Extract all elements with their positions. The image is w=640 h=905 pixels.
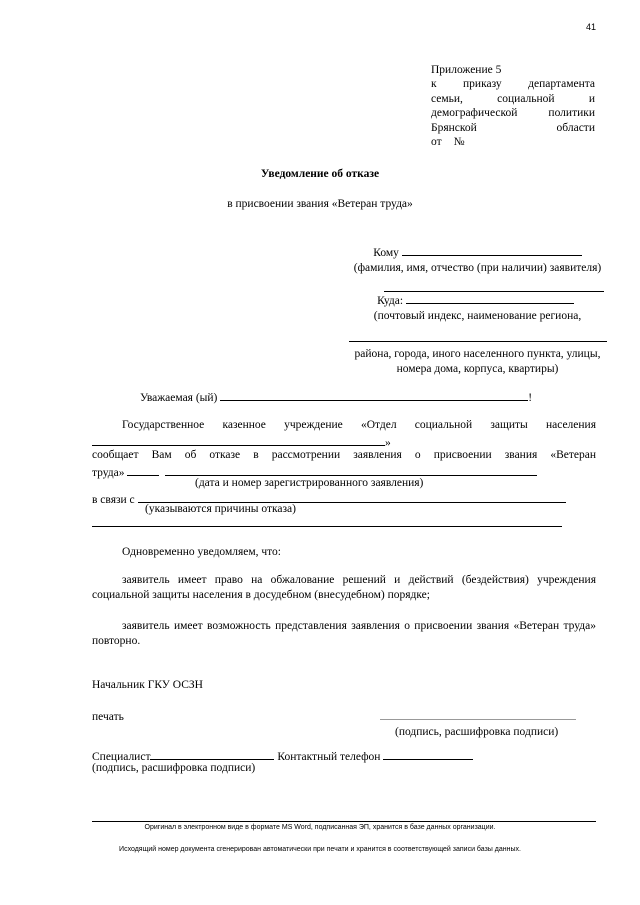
text-fragment: труда» (92, 467, 125, 479)
text-word: социальной (414, 419, 473, 431)
paragraph-1-line-1 (92, 419, 596, 433)
paragraph-2-line-1: сообщает Вам об отказе в рассмотрении заявления о присвоении звания «Ветеран (92, 449, 596, 461)
recipient-block (345, 244, 610, 377)
to-extra-field[interactable] (384, 280, 604, 292)
appendix-word: и (588, 92, 595, 105)
text-word: защиты (490, 419, 528, 431)
text-word: Государственное (122, 419, 205, 431)
document-subtitle: в присвоении звания «Ветеран труда» (227, 198, 413, 210)
appendix-line (431, 121, 595, 135)
document-title: Уведомление об отказе (260, 168, 380, 180)
text-word: казенное (222, 419, 266, 431)
appendix-title: Приложение 5 (431, 64, 502, 76)
application-hint: (дата и номер зарегистрированного заявления) (195, 477, 424, 489)
appendix-word: семьи, (431, 92, 463, 105)
specialist-label: Специалист (92, 751, 151, 763)
right-2-text: заявитель имеет возможность представления заявления о присвоении звания «Ветеран труда» повторно. (92, 620, 596, 647)
greeting-label: Уважаемая (ый) (140, 392, 218, 404)
application-number-field[interactable] (165, 464, 537, 476)
reason-hint: (указываются причины отказа) (145, 503, 296, 515)
appendix-word: № (453, 135, 465, 148)
head-title: Начальник ГКУ ОСЗН (92, 679, 203, 691)
reason-extra-line[interactable] (92, 526, 562, 527)
reason-field[interactable] (138, 491, 566, 503)
where-row (341, 292, 610, 309)
appendix-word: области (556, 121, 595, 134)
where-field[interactable] (406, 292, 574, 304)
to-hint: (фамилия, имя, отчество (при наличии) заявителя) (353, 261, 602, 274)
text-word: «Отдел (360, 419, 397, 431)
greeting-name-field[interactable] (220, 389, 528, 401)
appendix-line (431, 77, 595, 91)
where-extra-field[interactable] (349, 330, 607, 342)
institution-field[interactable] (92, 434, 385, 446)
text-word: населения (545, 419, 596, 431)
where-hint-3: номера дома, корпуса, квартиры) (396, 362, 559, 375)
where-extra-row (345, 330, 610, 347)
to-field[interactable] (402, 244, 582, 256)
right-1-text: заявитель имеет право на обжалование решений и действий (бездействия) учреждения социальной защиты населения в досудебном (внесудебном) порядке; (92, 574, 596, 601)
footer-line-1: Оригинал в электронном виде в формате MS Word, подписанная ЭП, хранится в базе данных организации. (144, 824, 496, 831)
appendix-word: демографической (431, 107, 518, 120)
appendix-word: приказу (463, 78, 502, 91)
appendix-word: от (431, 135, 442, 148)
appendix-word: Брянской (431, 121, 477, 134)
appendix-word: социальной (497, 92, 555, 105)
footer-divider (92, 821, 596, 822)
where-label: Куда: (377, 294, 404, 307)
specialist-hint: (подпись, расшифровка подписи) (92, 762, 256, 774)
text-word: учреждение (284, 419, 343, 431)
to-row (345, 244, 610, 261)
greeting-row (140, 389, 532, 406)
greeting-end: ! (528, 392, 533, 404)
where-hint-1: (почтовый индекс, наименование региона, (373, 309, 582, 322)
head-signature-hint: (подпись, расшифровка подписи) (395, 726, 559, 738)
head-signature-field[interactable] (380, 719, 576, 720)
appendix-line (431, 135, 595, 149)
page-number: 41 (585, 22, 596, 32)
to-label: Кому (373, 247, 399, 259)
stamp-label: печать (92, 711, 124, 723)
footer-line-2: Исходящий номер документа сгенерирован автоматически при печати и хранится в соответствующей записи базы данных. (119, 846, 521, 853)
application-date-field[interactable] (127, 464, 159, 476)
quote-close: » (385, 437, 391, 449)
appendix-word: политики (548, 107, 595, 120)
notify-text: Одновременно уведомляем, что: (122, 546, 281, 558)
specialist-field[interactable] (150, 748, 274, 760)
phone-label: Контактный телефон (277, 751, 381, 763)
appendix-word: к (431, 78, 437, 91)
where-hint-2: района, города, иного населенного пункта, улицы, (354, 347, 601, 360)
to-extra-row (345, 280, 610, 292)
appendix-line (431, 106, 595, 120)
phone-field[interactable] (383, 748, 473, 760)
reason-label: в связи с (92, 494, 135, 506)
appendix-line (431, 92, 595, 106)
appendix-word: департамента (528, 78, 595, 91)
appendix-block (431, 63, 595, 149)
